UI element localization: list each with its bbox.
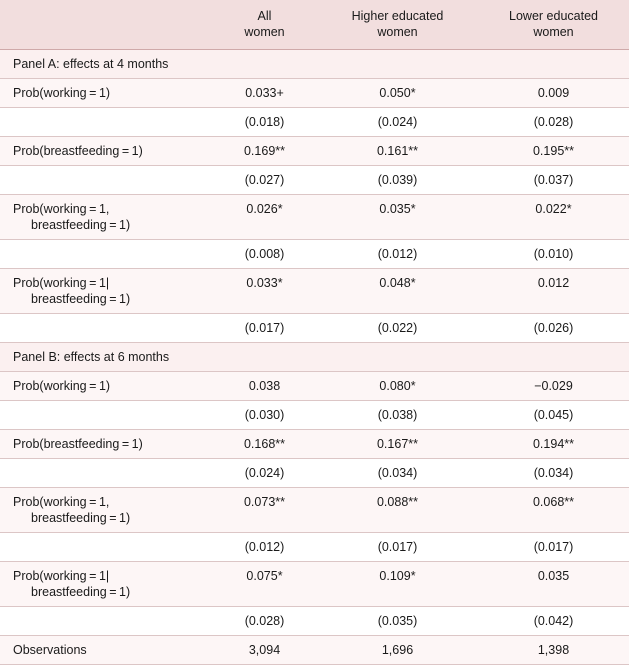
se-higher: (0.035)	[317, 606, 478, 635]
se-label-blank	[0, 400, 212, 429]
se-higher: (0.022)	[317, 313, 478, 342]
se-higher: (0.038)	[317, 400, 478, 429]
observations-higher: 1,696	[317, 635, 478, 664]
observations-lower: 1,398	[478, 635, 629, 664]
cell-lower: 0.035	[478, 561, 629, 606]
cell-higher: 0.161**	[317, 136, 478, 165]
header-all-women	[212, 0, 317, 49]
cell-lower: 0.195**	[478, 136, 629, 165]
se-lower: (0.010)	[478, 239, 629, 268]
se-row	[0, 313, 629, 342]
header-all-line2: women	[244, 25, 285, 40]
header-all-line1: All	[257, 9, 272, 24]
row-label-line1: Prob(working = 1,	[13, 494, 110, 509]
row-label-line1: Prob(working = 1|	[13, 568, 110, 583]
se-all: (0.027)	[212, 165, 317, 194]
header-higher-line1: Higher educated	[351, 9, 444, 24]
panel-b-title-row	[0, 342, 629, 371]
se-all: (0.028)	[212, 606, 317, 635]
se-row	[0, 458, 629, 487]
se-all: (0.018)	[212, 107, 317, 136]
se-label-blank	[0, 313, 212, 342]
panel-a-title-row	[0, 49, 629, 78]
row-label-line1: Prob(working = 1|	[13, 275, 110, 290]
se-lower: (0.034)	[478, 458, 629, 487]
header-lower-line2: women	[533, 25, 574, 40]
cell-all: 0.073**	[212, 487, 317, 532]
row-label	[0, 136, 212, 165]
observations-all: 3,094	[212, 635, 317, 664]
cell-higher: 0.167**	[317, 429, 478, 458]
se-lower: (0.045)	[478, 400, 629, 429]
cell-higher: 0.048*	[317, 268, 478, 313]
cell-all: 0.033*	[212, 268, 317, 313]
table-row	[0, 136, 629, 165]
panel-a-title: Panel A: effects at 4 months	[0, 49, 629, 78]
table-row	[0, 268, 629, 313]
se-lower: (0.042)	[478, 606, 629, 635]
cell-lower: −0.029	[478, 371, 629, 400]
cell-all: 0.026*	[212, 194, 317, 239]
se-row	[0, 606, 629, 635]
se-label-blank	[0, 532, 212, 561]
row-label	[0, 429, 212, 458]
se-higher: (0.024)	[317, 107, 478, 136]
table-row	[0, 561, 629, 606]
se-higher: (0.012)	[317, 239, 478, 268]
row-label-line1: Prob(breastfeeding = 1)	[13, 143, 143, 158]
se-all: (0.008)	[212, 239, 317, 268]
row-label-line1: Prob(working = 1)	[13, 378, 111, 393]
cell-all: 0.038	[212, 371, 317, 400]
se-label-blank	[0, 606, 212, 635]
row-label	[0, 371, 212, 400]
cell-lower: 0.009	[478, 78, 629, 107]
cell-higher: 0.088**	[317, 487, 478, 532]
row-label-line1: Prob(working = 1,	[13, 201, 110, 216]
se-row	[0, 239, 629, 268]
header-higher-educated	[317, 0, 478, 49]
cell-all: 0.168**	[212, 429, 317, 458]
se-lower: (0.026)	[478, 313, 629, 342]
se-all: (0.030)	[212, 400, 317, 429]
se-row	[0, 165, 629, 194]
row-label-line2: breastfeeding = 1)	[31, 217, 131, 232]
row-label-line1: Prob(working = 1)	[13, 85, 111, 100]
se-lower: (0.037)	[478, 165, 629, 194]
table-row	[0, 429, 629, 458]
se-higher: (0.034)	[317, 458, 478, 487]
se-row	[0, 107, 629, 136]
cell-higher: 0.080*	[317, 371, 478, 400]
se-label-blank	[0, 458, 212, 487]
row-label-line1: Prob(breastfeeding = 1)	[13, 436, 143, 451]
se-all: (0.024)	[212, 458, 317, 487]
se-higher: (0.017)	[317, 532, 478, 561]
cell-lower: 0.194**	[478, 429, 629, 458]
se-higher: (0.039)	[317, 165, 478, 194]
header-lower-educated	[478, 0, 629, 49]
row-label	[0, 194, 212, 239]
se-label-blank	[0, 107, 212, 136]
row-label	[0, 487, 212, 532]
observations-label: Observations	[0, 635, 212, 664]
table-row	[0, 194, 629, 239]
row-label-line2: breastfeeding = 1)	[31, 510, 131, 525]
cell-higher: 0.035*	[317, 194, 478, 239]
observations-row	[0, 635, 629, 664]
header-row	[0, 0, 629, 49]
table-row	[0, 487, 629, 532]
cell-all: 0.033+	[212, 78, 317, 107]
table-row	[0, 78, 629, 107]
row-label	[0, 561, 212, 606]
header-higher-line2: women	[377, 25, 418, 40]
cell-all: 0.169**	[212, 136, 317, 165]
cell-lower: 0.012	[478, 268, 629, 313]
cell-higher: 0.109*	[317, 561, 478, 606]
cell-higher: 0.050*	[317, 78, 478, 107]
header-blank	[0, 0, 212, 49]
se-lower: (0.017)	[478, 532, 629, 561]
se-all: (0.017)	[212, 313, 317, 342]
se-label-blank	[0, 239, 212, 268]
se-all: (0.012)	[212, 532, 317, 561]
se-label-blank	[0, 165, 212, 194]
row-label	[0, 268, 212, 313]
se-lower: (0.028)	[478, 107, 629, 136]
se-row	[0, 400, 629, 429]
cell-lower: 0.022*	[478, 194, 629, 239]
cell-lower: 0.068**	[478, 487, 629, 532]
se-row	[0, 532, 629, 561]
cell-all: 0.075*	[212, 561, 317, 606]
table-row	[0, 371, 629, 400]
header-lower-line1: Lower educated	[509, 9, 598, 24]
row-label-line2: breastfeeding = 1)	[31, 584, 131, 599]
row-label-line2: breastfeeding = 1)	[31, 291, 131, 306]
panel-b-title: Panel B: effects at 6 months	[0, 342, 629, 371]
row-label	[0, 78, 212, 107]
